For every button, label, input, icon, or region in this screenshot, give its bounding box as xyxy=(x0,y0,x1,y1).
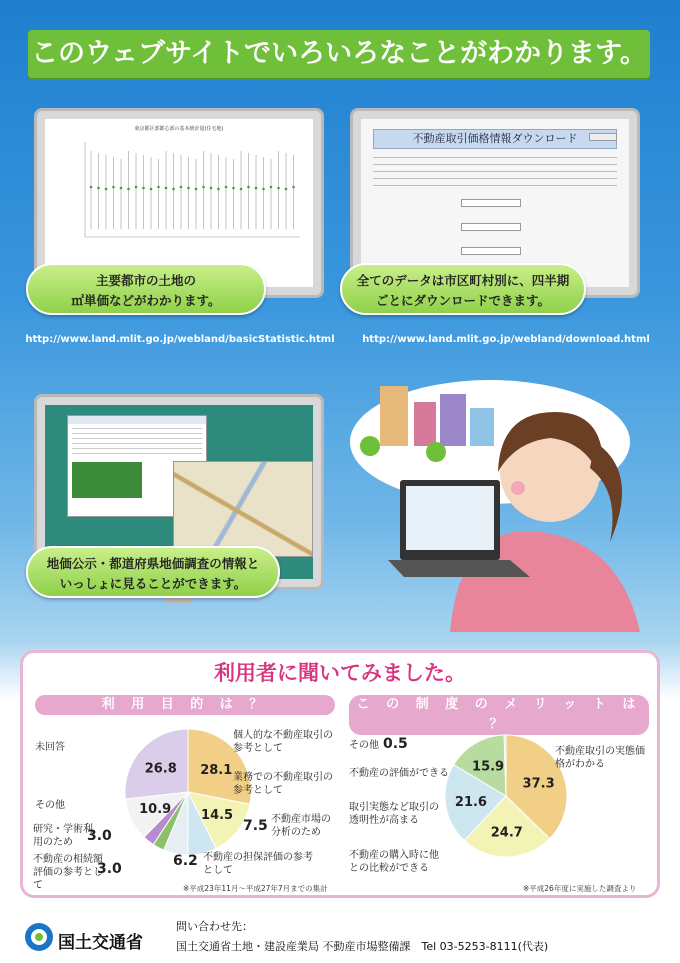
merit-value-label-1: 24.7 xyxy=(490,825,523,841)
download-select-c xyxy=(461,247,521,255)
screen-download xyxy=(361,119,629,287)
caption-download-line1: 全てのデータは市区町村別に、四半期 xyxy=(356,273,570,288)
caption-statistics-line1: 主要都市の土地の xyxy=(95,273,196,288)
label-personal: 個人的な不動産取引の参考として xyxy=(233,730,333,754)
label-unanswered: 未回答 xyxy=(35,742,65,753)
download-button xyxy=(589,133,617,141)
value-merit-other: 0.5 xyxy=(383,736,408,752)
purpose-value-label-0: 28.1 xyxy=(200,762,233,778)
pie-chart-merit xyxy=(443,733,569,859)
caption-statistics xyxy=(26,263,266,315)
download-select-b xyxy=(461,223,521,231)
value-collateral: 6.2 xyxy=(173,853,198,869)
label-merit-price: 不動産取引の実態価格がわかる xyxy=(555,746,645,770)
illustration-woman-laptop xyxy=(340,372,660,642)
label-merit-evaluate: 不動産の評価ができる xyxy=(349,768,449,779)
caption-download-line2: ごとにダウンロードできます。 xyxy=(375,293,550,308)
ministry-logo xyxy=(24,922,54,952)
label-collateral: 不動産の担保評価の参考として xyxy=(203,852,313,876)
merit-value-label-0: 37.3 xyxy=(522,776,555,792)
label-merit-other: その他 xyxy=(349,740,379,751)
purpose-value-label-6: 10.9 xyxy=(139,802,172,818)
screen-statistics xyxy=(45,119,313,287)
caption-download xyxy=(340,263,586,315)
label-inheritance: 不動産の相続額評価の参考として xyxy=(33,854,103,891)
url-basic-statistic[interactable]: http://www.land.mlit.go.jp/webland/basicStatistic.html xyxy=(25,334,335,345)
url-download[interactable]: http://www.land.mlit.go.jp/webland/download.html xyxy=(362,334,650,345)
survey-left-heading: 利 用 目 的 は ？ xyxy=(35,695,335,715)
statistics-chart-graphic xyxy=(55,137,305,257)
label-business: 業務での不動産取引の参考として xyxy=(233,772,333,796)
caption-map-line2: いっしょに見ることができます。 xyxy=(59,576,247,591)
footer-contact: 国土交通省土地・建設産業局 不動産市場整備課 Tel 03-5253-8111(代表) xyxy=(176,940,549,953)
label-research: 研究・学術利用のため xyxy=(33,824,93,848)
map-window-right xyxy=(173,461,313,557)
label-merit-compare: 不動産の購入時に他との比較ができる xyxy=(349,850,439,874)
survey-right-note: ※平成26年度に実施した調査より xyxy=(523,884,637,893)
download-screen-text xyxy=(373,157,617,187)
download-select-a xyxy=(461,199,521,207)
label-merit-transparency: 取引実態など取引の透明性が高まる xyxy=(349,802,439,826)
footer-org: 国土交通省 xyxy=(58,933,143,953)
survey-title: 利用者に聞いてみました。 xyxy=(214,661,466,685)
statistics-screen-title: 東京都区部都心部の基本統計量(住宅地) xyxy=(134,126,224,132)
merit-value-label-2: 21.6 xyxy=(454,794,487,810)
download-screen-title: 不動産取引価格情報ダウンロード xyxy=(373,129,617,149)
caption-statistics-line2: ㎡単価などがわかります。 xyxy=(71,293,221,308)
value-research: 3.0 xyxy=(87,828,112,844)
label-market-analysis: 不動産市場の分析のため xyxy=(271,814,331,838)
value-inheritance: 3.0 xyxy=(97,861,122,877)
purpose-value-label-7: 26.8 xyxy=(144,761,177,777)
headline: このウェブサイトでいろいろなことがわかります。 xyxy=(28,30,650,78)
caption-map xyxy=(26,546,280,598)
caption-map-line1: 地価公示・都道府県地価調査の情報と xyxy=(46,556,260,571)
merit-value-label-3: 15.9 xyxy=(472,759,505,775)
survey-right-heading: こ の 制 度 の メ リ ッ ト は ？ xyxy=(349,695,649,735)
survey-left-note: ※平成23年11月〜平成27年7月までの集計 xyxy=(183,884,328,893)
purpose-value-label-1: 14.5 xyxy=(201,808,234,824)
survey-panel xyxy=(20,650,660,898)
value-market-analysis: 7.5 xyxy=(243,818,268,834)
label-other: その他 xyxy=(35,800,65,811)
footer-contact-label: 問い合わせ先： xyxy=(176,920,253,933)
